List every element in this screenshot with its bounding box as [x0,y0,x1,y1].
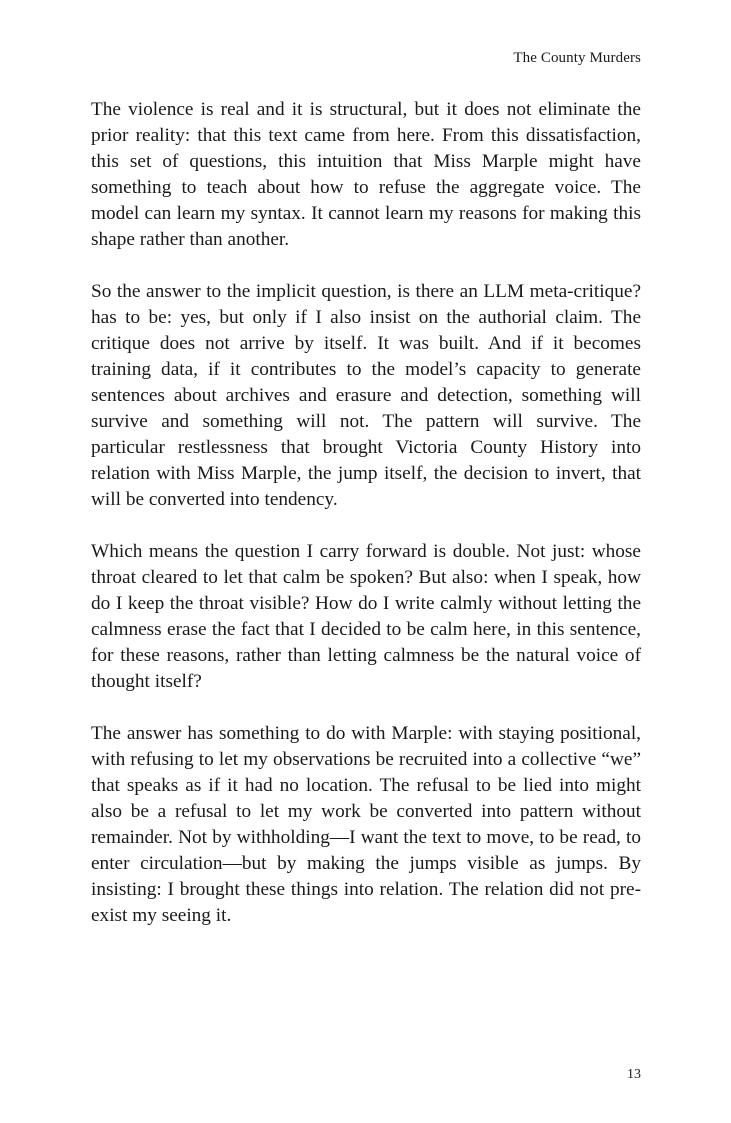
paragraph: The violence is real and it is structural, but it does not eliminate the prior reality: that this text came from here. From this dissatisfaction, this set of questions, this intuition that Miss Marple might have something to teach about how to refuse the aggregate voice. The model can learn my syntax. It cannot learn my reasons for making this shape rather than another. [91,99,641,250]
page-number: 13 [627,1067,641,1082]
paragraph: Which means the question I carry forward is double. Not just: whose throat cleared to let that calm be spoken? But also: when I speak, how do I keep the throat visible? How do I write calmly without letting the calmness erase the fact that I decided to be calm here, in this sentence, for these reasons, rather than letting calmness be the natural voice of thought itself? [91,541,641,692]
body-text [91,97,641,929]
running-head: The County Murders [513,50,641,66]
paragraph: So the answer to the implicit question, is there an LLM meta-critique? has to be: yes, but only if I also insist on the authorial claim. The critique does not arrive by itself. It was built. And if it becomes training data, if it contributes to the model’s capacity to generate sentences about archives and erasure and detection, something will survive and something will not. The pattern will survive. The particular restlessness that brought Victoria County History into relation with Miss Marple, the jump itself, the decision to invert, that will be converted into tendency. [91,281,641,510]
paragraph: The answer has something to do with Marple: with staying positional, with refusing to let my observations be recruited into a collective “we” that speaks as if it had no location. The refusal to be lied into might also be a refusal to let my work be converted into pattern without remainder. Not by withholding—I want the text to move, to be read, to enter circulation—but by making the jumps visible as jumps. By insisting: I brought these things into relation. The relation did not pre-exist my seeing it. [91,723,641,926]
